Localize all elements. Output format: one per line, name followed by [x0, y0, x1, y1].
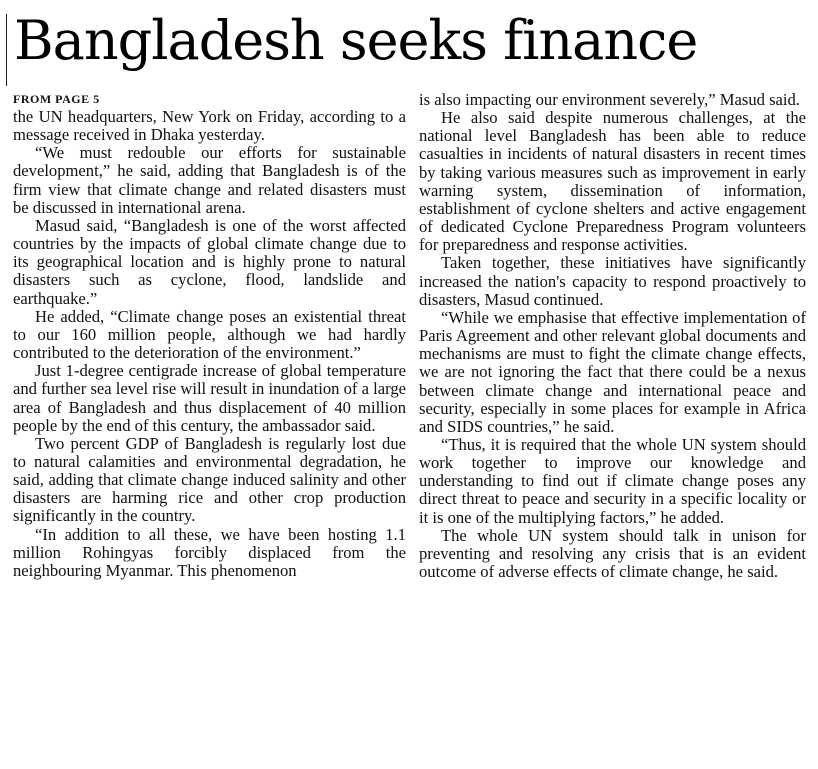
paragraph: Taken together, these initiatives have significantly increased the nation's capacity to respond proactively to disasters, Masud continued. — [419, 253, 806, 309]
paragraph: “In addition to all these, we have been hosting 1.1 million Rohingyas forcibly displaced from the neighbouring Myanmar. This phenomenon — [13, 524, 406, 580]
paragraph: Two percent GDP of Bangladesh is regularly lost due to natural calamities and environmental degradation, he said, adding that climate change induced salinity and other disasters are harming rice and other crop production significantly in the country. — [13, 433, 406, 526]
paragraph: “While we emphasise that effective implementation of Paris Agreement and other relevant global documents and mechanisms are must to fight the climate change effects, we are not ignoring the fact that there could be a nexus between climate change and international peace and security, especially in some places for example in Africa and SIDS countries,” he said. — [419, 307, 806, 436]
paragraph: Just 1-degree centigrade increase of global temperature and further sea level rise will result in inundation of a large area of Bangladesh and thus displacement of 40 million people by the end of this century, the ambassador said. — [13, 361, 406, 435]
paragraph: “We must redouble our efforts for sustainable development,” he said, adding that Bangladesh is of the firm view that climate change and related disasters must be discussed in international arena. — [13, 143, 406, 217]
right-column — [419, 91, 806, 581]
paragraph: He also said despite numerous challenges, at the national level Bangladesh has been able to reduce casualties in incidents of natural disasters in recent times by taking various measures such as improvement in early warning system, dissemination of information, establishment of cyclone shelters and active engagement of dedicated Cyclone Preparedness Program volunteers for preparedness and response activities. — [419, 108, 806, 255]
paragraph: the UN headquarters, New York on Friday, according to a message received in Dhaka yesterday. — [13, 107, 406, 145]
paragraph: is also impacting our environment severely,” Masud said. — [419, 90, 800, 109]
headline: Bangladesh seeks finance — [14, 9, 698, 72]
paragraph: “Thus, it is required that the whole UN system should work together to improve our knowledge and understanding to find out if climate change poses any direct threat to peace and security in a specific locality or it is one of the multiplying factors,” he added. — [419, 434, 806, 527]
column-rule — [6, 14, 7, 86]
paragraph: He added, “Climate change poses an existential threat to our 160 million people, although we had hardly contributed to the deterioration of the environment.” — [13, 306, 406, 363]
paragraph: Masud said, “Bangladesh is one of the worst affected countries by the impacts of global climate change due to its geographical location and is highly prone to natural disasters such as cyclone, flood, landslide and earthquake.” — [13, 215, 406, 308]
left-column — [13, 91, 406, 580]
paragraph: The whole UN system should talk in unison for preventing and resolving any crisis that is an evident outcome of adverse effects of climate change, he said. — [419, 525, 806, 582]
kicker: FROM PAGE 5 — [13, 92, 100, 106]
